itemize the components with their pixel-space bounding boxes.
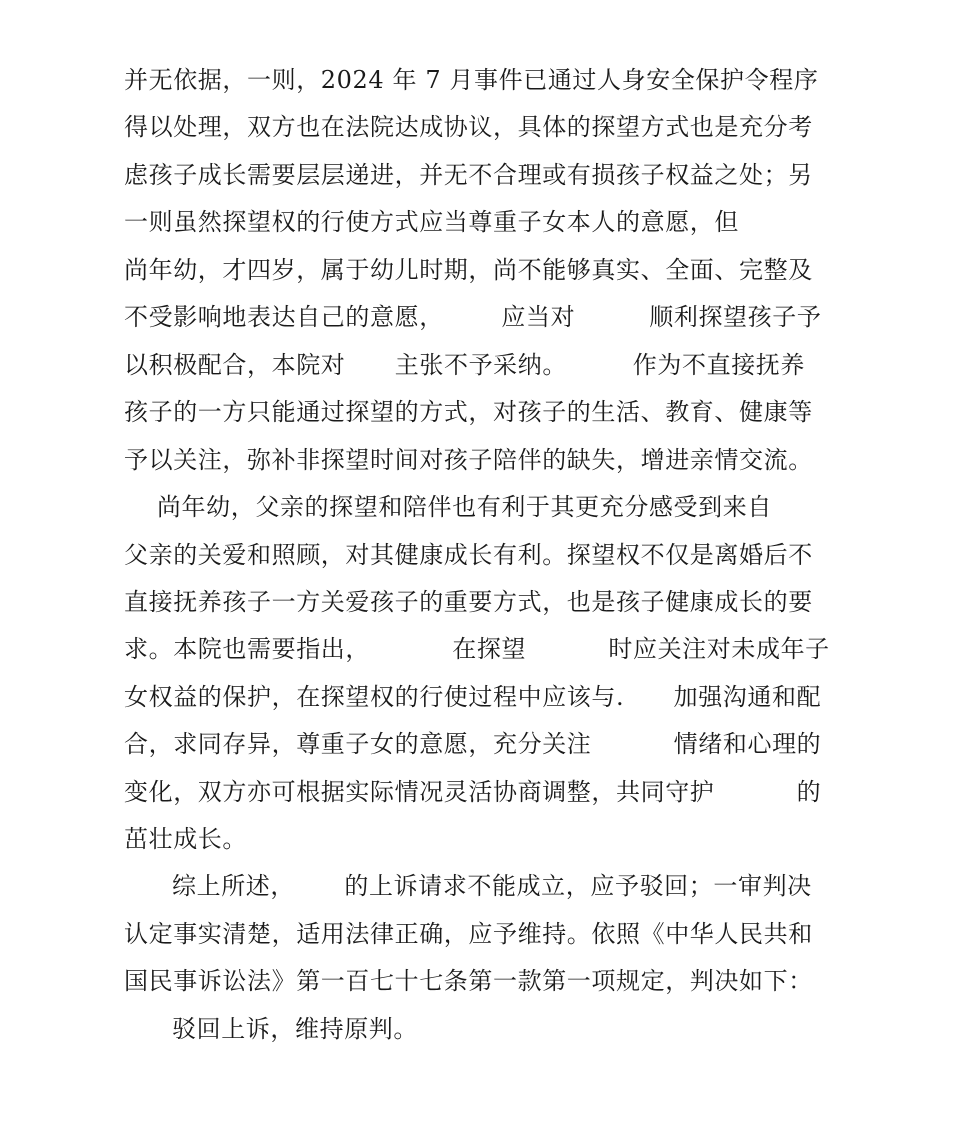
text-line-20: 国民事诉讼法》第一百七十七条第一款第一项规定，判决如下： (124, 967, 813, 995)
text-line-2: 得以处理，双方也在法院达成协议，具体的探望方式也是充分考 (124, 113, 813, 141)
text-line-6: 不受影响地表达自己的意愿， 应当对 顺利探望孩子予 (124, 303, 822, 331)
text-line-7: 以积极配合，本院对 主张不予采纳。 作为不直接抚养 (124, 351, 806, 379)
text-line-15: 合，求同存异，尊重子女的意愿，充分关注 情绪和心理的 (124, 730, 822, 758)
text-line-8: 孩子的一方只能通过探望的方式，对孩子的生活、教育、健康等 (124, 398, 813, 426)
text-line-14: 女权益的保护，在探望权的行使过程中应该与. 加强沟通和配 (124, 683, 822, 711)
text-line-3: 虑孩子成长需要层层递进，并无不合理或有损孩子权益之处；另 (124, 161, 813, 189)
text-line-13: 求。本院也需要指出， 在探望 时应关注对未成年子 (124, 635, 830, 663)
text-line-18: 综上所述， 的上诉请求不能成立，应予驳回；一审判决 (172, 872, 812, 900)
text-line-16: 变化，双方亦可根据实际情况灵活协商调整，共同守护 的 (124, 778, 822, 806)
text-line-21: 驳回上诉，维持原判。 (172, 1015, 418, 1043)
text-line-10: 尚年幼，父亲的探望和陪伴也有利于其更充分感受到来自 (124, 493, 772, 521)
text-line-5: 尚年幼，才四岁，属于幼儿时期，尚不能够真实、全面、完整及 (124, 256, 813, 284)
text-line-12: 直接抚养孩子一方关爱孩子的重要方式，也是孩子健康成长的要 (124, 588, 813, 616)
text-line-1: 并无依据，一则，2024 年 7 月事件已通过人身安全保护令程序 (124, 66, 819, 94)
text-line-11: 父亲的关爱和照顾，对其健康成长有利。探望权不仅是离婚后不 (124, 541, 813, 569)
text-line-4: 一则虽然探望权的行使方式应当尊重子女本人的意愿，但 (124, 208, 739, 236)
text-line-9: 予以关注，弥补非探望时间对孩子陪伴的缺失，增进亲情交流。 (124, 446, 813, 474)
text-line-17: 茁壮成长。 (124, 825, 247, 853)
text-line-19: 认定事实清楚，适用法律正确，应予维持。依照《中华人民共和 (124, 920, 813, 948)
